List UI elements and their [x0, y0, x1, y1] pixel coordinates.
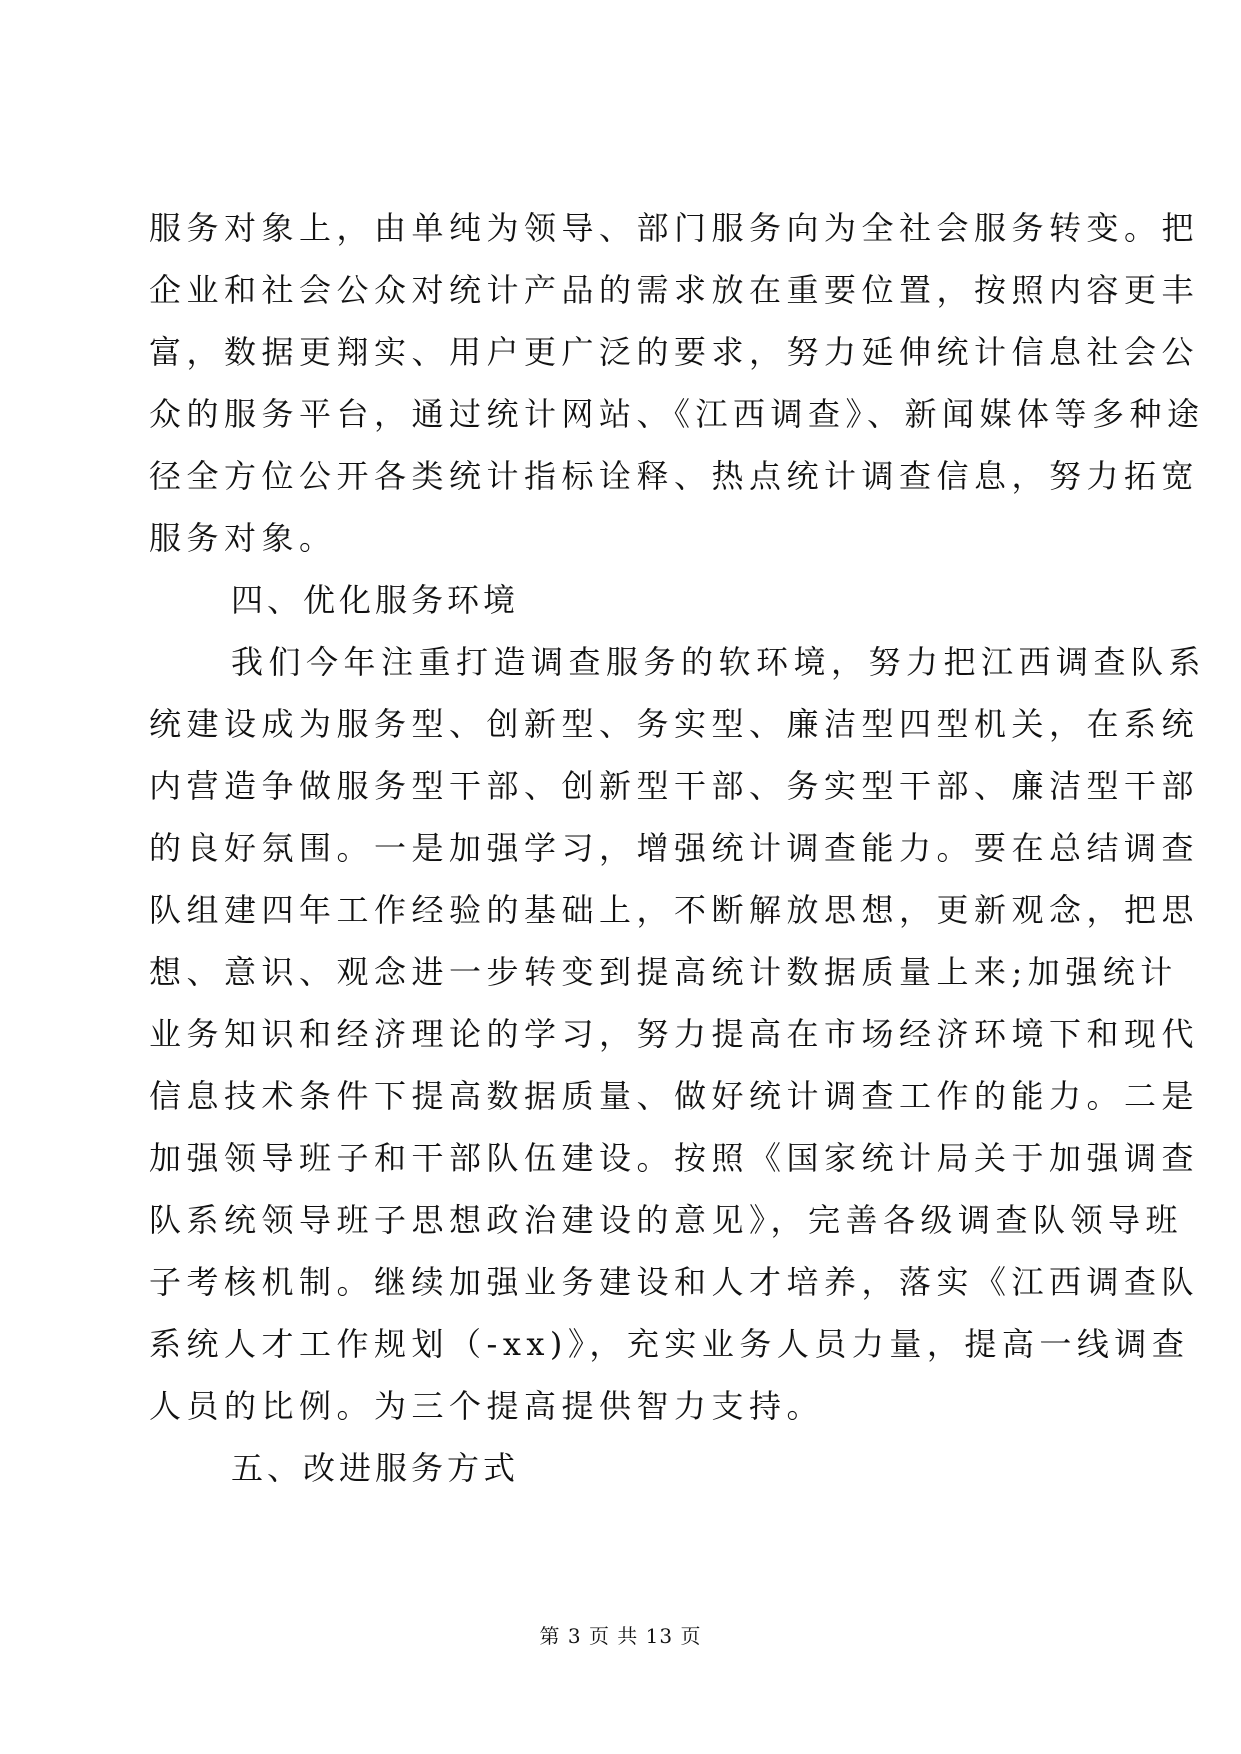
section-heading-4: 四、优化服务环境 [231, 581, 520, 619]
body-line: 径全方位公开各类统计指标诠释、热点统计调查信息，努力拓宽 [149, 457, 1200, 495]
body-line: 信息技术条件下提高数据质量、做好统计调查工作的能力。二是 [149, 1077, 1200, 1115]
page-number: 第 3 页 共 13 页 [539, 1624, 702, 1648]
body-line: 统建设成为服务型、创新型、务实型、廉洁型四型机关，在系统 [149, 705, 1200, 743]
body-line: 众的服务平台，通过统计网站、《江西调查》、新闻媒体等多种途 [149, 395, 1205, 433]
document-body [149, 197, 1207, 1499]
body-line: 系统人才工作规划（-xx)》，充实业务人员力量，提高一线调查 [149, 1325, 1190, 1363]
section-heading-5: 五、改进服务方式 [231, 1449, 520, 1487]
body-line: 队组建四年工作经验的基础上，不断解放思想，更新观念，把思 [149, 891, 1200, 929]
body-line: 企业和社会公众对统计产品的需求放在重要位置，按照内容更丰 [149, 271, 1200, 309]
body-line: 子考核机制。继续加强业务建设和人才培养，落实《江西调查队 [149, 1263, 1200, 1301]
body-line: 队系统领导班子思想政治建设的意见》，完善各级调查队领导班 [149, 1201, 1184, 1239]
body-line: 服务对象上，由单纯为领导、部门服务向为全社会服务转变。把 [149, 209, 1200, 247]
body-line: 的良好氛围。一是加强学习，增强统计调查能力。要在总结调查 [149, 829, 1200, 867]
body-line: 想、意识、观念进一步转变到提高统计数据质量上来;加强统计 [149, 953, 1178, 991]
body-line: 人员的比例。为三个提高提供智力支持。 [149, 1387, 825, 1425]
body-line: 服务对象。 [149, 519, 337, 557]
body-line: 富，数据更翔实、用户更广泛的要求，努力延伸统计信息社会公 [149, 333, 1200, 371]
paragraph-first-line: 我们今年注重打造调查服务的软环境，努力把江西调查队系 [231, 643, 1207, 681]
body-line: 内营造争做服务型干部、创新型干部、务实型干部、廉洁型干部 [149, 767, 1200, 805]
body-line: 加强领导班子和干部队伍建设。按照《国家统计局关于加强调查 [149, 1139, 1200, 1177]
body-line: 业务知识和经济理论的学习，努力提高在市场经济环境下和现代 [149, 1015, 1200, 1053]
